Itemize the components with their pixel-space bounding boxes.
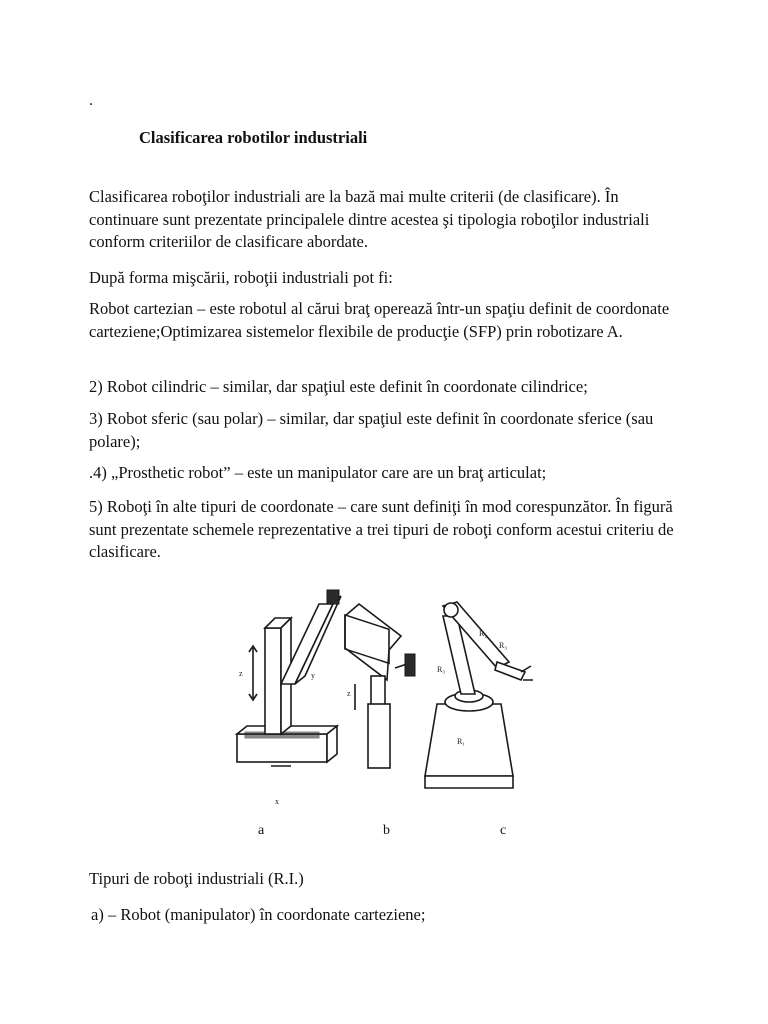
svg-text:z: z [347, 689, 351, 698]
svg-text:R₁: R₁ [457, 737, 466, 746]
figure-label-c: c [500, 823, 507, 838]
svg-text:z: z [239, 669, 243, 678]
svg-text:R₃: R₃ [437, 665, 446, 674]
svg-text:x: x [275, 797, 279, 806]
paragraph-spherical: 3) Robot sferic (sau polar) – similar, dar spaţiul este definit în coordonate sferice (sau polare); [89, 409, 654, 451]
paragraph-motion-form: După forma mişcării, roboţii industriali pot fi: [89, 268, 393, 287]
figure-label-b: b [383, 823, 390, 838]
figure-caption: Tipuri de roboţi industriali (R.I.) [89, 869, 304, 888]
paragraph-cartesian: Robot cartezian – este robotul al cărui braţ operează într-un spaţiu definit de coordonate carteziene;Optimizarea sistemelor flexibile de producţie (SFP) prin robotizare A. [89, 299, 670, 341]
marker: . [89, 92, 93, 109]
list-item-a: a) – Robot (manipulator) în coordonate carteziene; [91, 905, 426, 924]
svg-text:R₃: R₃ [499, 641, 508, 650]
document-title: Clasificarea robotilor industriali [139, 128, 368, 147]
articulated-robot-drawing [425, 602, 533, 788]
paragraph-prosthetic: .4) „Prosthetic robot” – este un manipulator care are un braţ articulat; [89, 463, 547, 482]
cartesian-robot-drawing [237, 590, 341, 806]
svg-text:R₂: R₂ [479, 629, 488, 638]
robot-types-figure [225, 576, 550, 816]
paragraph-cylindrical: 2) Robot cilindric – similar, dar spaţiul este definit în coordonate cilindrice; [89, 377, 588, 396]
paragraph-other-coordinates: 5) Roboţi în alte tipuri de coordonate – care sunt definiţi în mod corespunzător. În figură sunt prezentate schemele reprezentative a trei tipuri de roboţi conform acestui criteriu de clasificare. [89, 497, 674, 561]
figure-label-a: a [258, 823, 265, 838]
svg-text:y: y [311, 671, 315, 680]
cylindrical-robot-drawing [345, 604, 415, 768]
paragraph-intro: Clasificarea roboţilor industriali are la bază mai multe criterii (de clasificare). În continuare sunt prezentate principalele dintre acestea şi tipologia roboţilor industriali conform criteriilor de clasificare abordate. [89, 187, 650, 251]
